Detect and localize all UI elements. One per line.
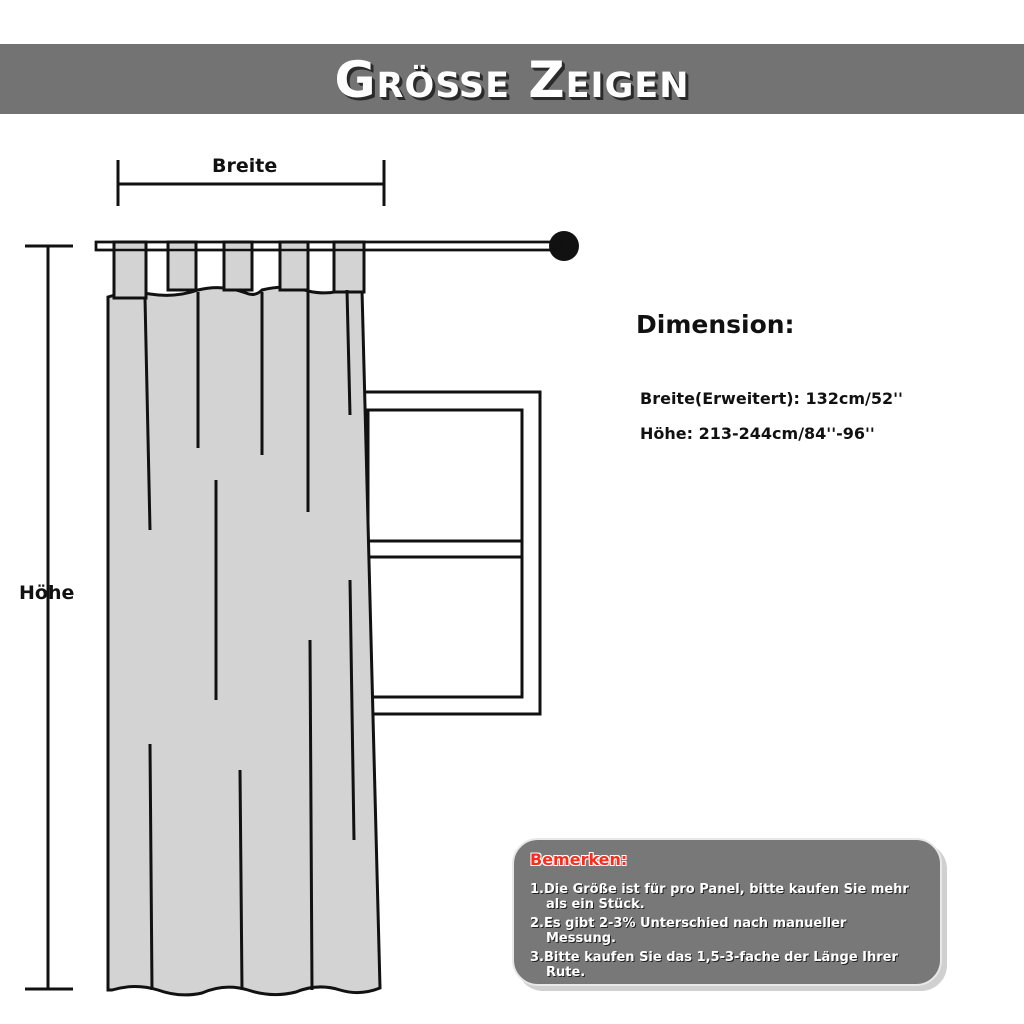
- height-dimension-arrow: [25, 246, 73, 989]
- notes-title: Bemerken:: [530, 850, 628, 869]
- notes-box: [512, 838, 942, 986]
- note-text-continued: als ein Stück.: [546, 897, 645, 912]
- dimension-heading: Dimension:: [636, 310, 795, 339]
- note-text-continued: Messung.: [546, 931, 616, 946]
- note-text: Bitte kaufen Sie das 1,5-3-fache der Länge Ihrer: [544, 950, 898, 965]
- note-number: 1.: [530, 882, 544, 897]
- note-text: Es gibt 2-3% Unterschied nach manueller: [544, 916, 847, 931]
- circle-finial-icon: [549, 231, 579, 261]
- page-title: Größe Zeigen: [334, 51, 690, 109]
- height-label: Höhe: [19, 582, 75, 604]
- note-item: [530, 950, 934, 980]
- note-number: 2.: [530, 916, 544, 931]
- note-item: [530, 916, 934, 946]
- note-text: Die Größe ist für pro Panel, bitte kaufen Sie mehr: [544, 882, 909, 897]
- note-number: 3.: [530, 950, 544, 965]
- window-frame: [360, 392, 540, 714]
- width-label: Breite: [212, 155, 278, 177]
- note-item: [530, 882, 934, 912]
- note-text-continued: Rute.: [546, 965, 586, 980]
- dimension-width-text: Breite(Erweitert): 132cm/52'': [640, 389, 903, 408]
- dimension-height-text: Höhe: 213-244cm/84''-96'': [640, 424, 875, 443]
